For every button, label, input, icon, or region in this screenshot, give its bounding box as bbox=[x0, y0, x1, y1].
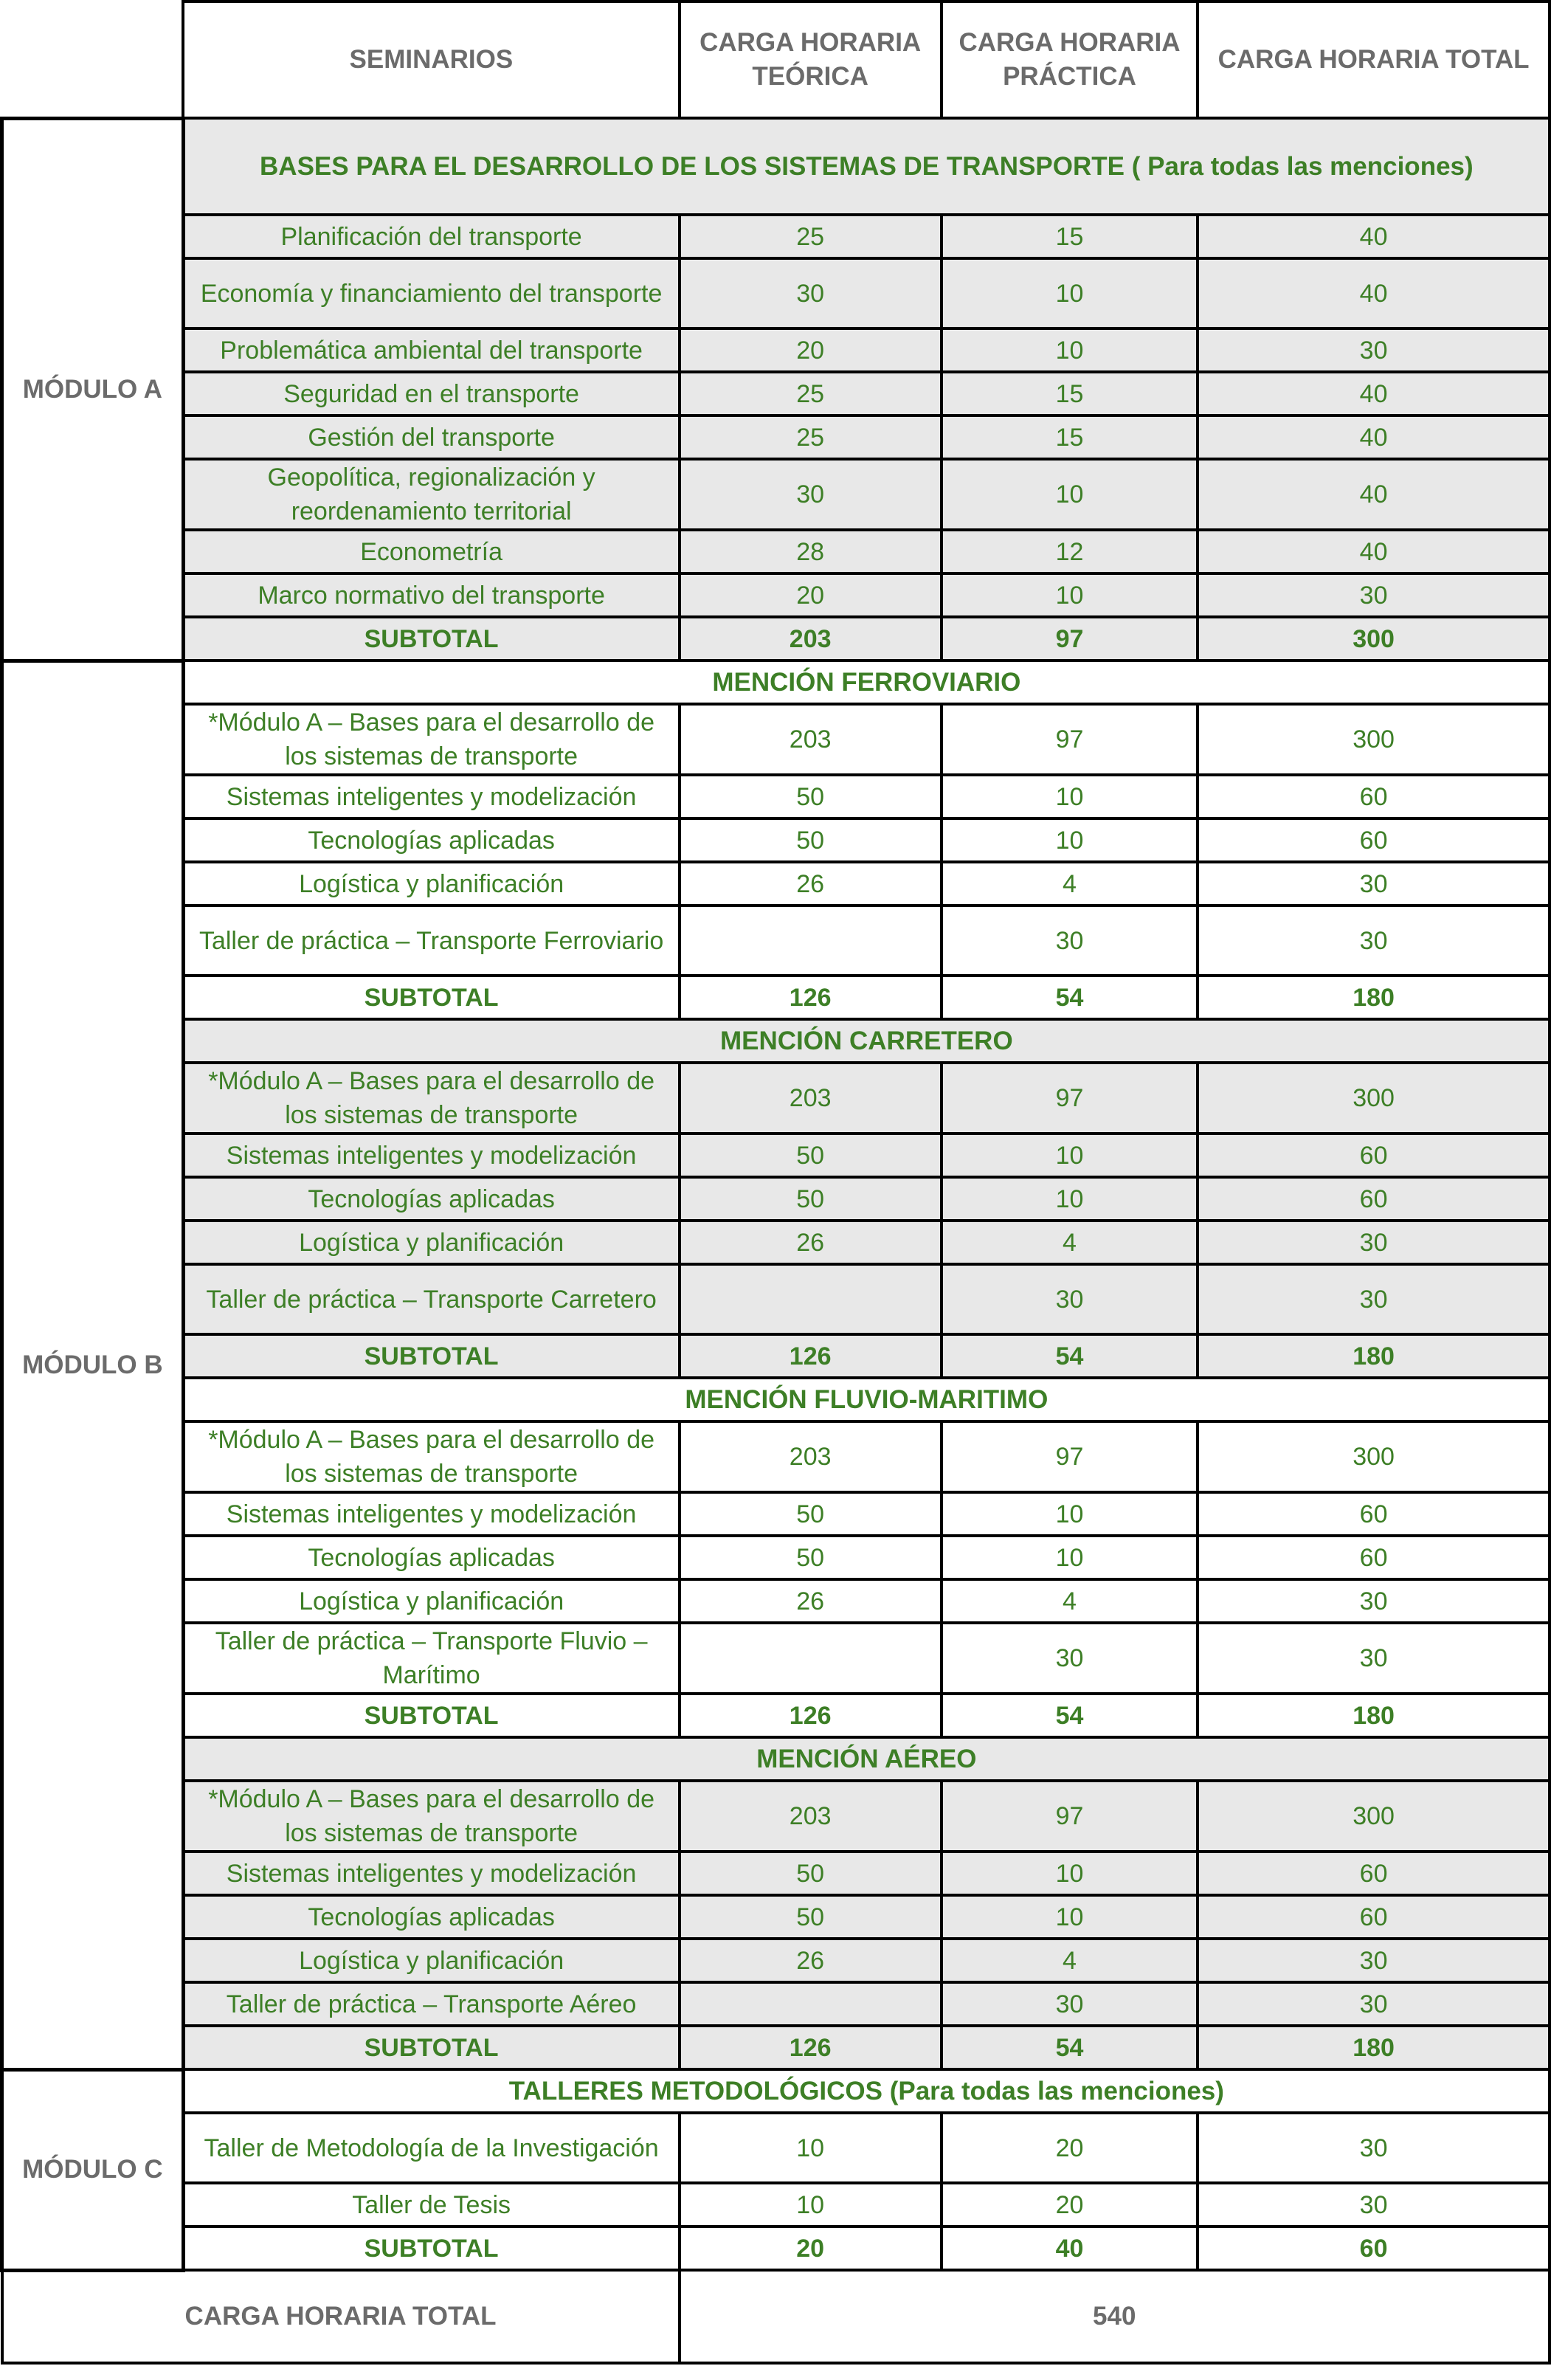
modulo-c-label: MÓDULO C bbox=[2, 2069, 184, 2270]
carga-total: 300 bbox=[1198, 1781, 1550, 1852]
carga-teorica: 203 bbox=[680, 704, 942, 775]
carga-teorica bbox=[680, 1982, 942, 2026]
carga-total: 60 bbox=[1198, 775, 1550, 818]
seminario-name: Taller de práctica – Transporte Ferroviario bbox=[183, 906, 679, 976]
carga-total: 40 bbox=[1198, 258, 1550, 328]
carga-practica: 30 bbox=[942, 906, 1198, 976]
table-row bbox=[2, 1421, 1550, 1492]
carga-total: 60 bbox=[1198, 1536, 1550, 1579]
header-row bbox=[2, 1, 1550, 118]
carga-teorica: 203 bbox=[680, 1781, 942, 1852]
carga-teorica: 28 bbox=[680, 530, 942, 573]
carga-practica: 20 bbox=[942, 2183, 1198, 2226]
carga-teorica: 25 bbox=[680, 415, 942, 459]
carga-total: 60 bbox=[1198, 818, 1550, 862]
carga-teorica: 50 bbox=[680, 1895, 942, 1939]
carga-practica: 4 bbox=[942, 862, 1198, 906]
carga-teorica: 26 bbox=[680, 1221, 942, 1264]
table-row bbox=[2, 1134, 1550, 1177]
seminario-name: Marco normativo del transporte bbox=[183, 573, 679, 617]
subtotal-row bbox=[2, 617, 1550, 660]
carga-practica: 30 bbox=[942, 1264, 1198, 1334]
table-row bbox=[2, 1895, 1550, 1939]
carga-practica: 40 bbox=[942, 2226, 1198, 2270]
seminario-name: Logística y planificación bbox=[183, 862, 679, 906]
carga-practica: 15 bbox=[942, 372, 1198, 415]
carga-total: 30 bbox=[1198, 1579, 1550, 1623]
carga-teorica: 203 bbox=[680, 1063, 942, 1134]
seminario-name: Sistemas inteligentes y modelización bbox=[183, 1492, 679, 1536]
corner-cell bbox=[2, 1, 184, 118]
carga-practica: 10 bbox=[942, 258, 1198, 328]
carga-teorica bbox=[680, 1264, 942, 1334]
table-row bbox=[2, 459, 1550, 530]
header-seminarios: SEMINARIOS bbox=[183, 1, 679, 118]
subtotal-row bbox=[2, 2226, 1550, 2270]
seminario-name: Seguridad en el transporte bbox=[183, 372, 679, 415]
carga-teorica: 30 bbox=[680, 459, 942, 530]
carga-total: 60 bbox=[1198, 1895, 1550, 1939]
carga-total: 40 bbox=[1198, 415, 1550, 459]
carga-teorica: 50 bbox=[680, 1536, 942, 1579]
carga-total: 300 bbox=[1198, 704, 1550, 775]
seminario-name: Sistemas inteligentes y modelización bbox=[183, 1134, 679, 1177]
carga-teorica bbox=[680, 1623, 942, 1694]
carga-teorica: 10 bbox=[680, 2183, 942, 2226]
table-row bbox=[2, 573, 1550, 617]
carga-teorica: 26 bbox=[680, 1939, 942, 1982]
carga-practica: 54 bbox=[942, 1694, 1198, 1737]
seminario-name: Logística y planificación bbox=[183, 1221, 679, 1264]
carga-practica: 10 bbox=[942, 1895, 1198, 1939]
carga-total: 30 bbox=[1198, 906, 1550, 976]
carga-teorica: 30 bbox=[680, 258, 942, 328]
carga-teorica: 203 bbox=[680, 1421, 942, 1492]
grand-total-label: CARGA HORARIA TOTAL bbox=[2, 2270, 680, 2363]
carga-teorica: 50 bbox=[680, 1852, 942, 1895]
table-row bbox=[2, 215, 1550, 258]
carga-practica: 97 bbox=[942, 617, 1198, 660]
seminario-name: *Módulo A – Bases para el desarrollo de los sistemas de transporte bbox=[183, 1781, 679, 1852]
carga-total: 180 bbox=[1198, 976, 1550, 1019]
table-row bbox=[2, 1536, 1550, 1579]
seminario-name: *Módulo A – Bases para el desarrollo de los sistemas de transporte bbox=[183, 1063, 679, 1134]
carga-total: 40 bbox=[1198, 459, 1550, 530]
carga-total: 300 bbox=[1198, 617, 1550, 660]
carga-total: 30 bbox=[1198, 328, 1550, 372]
carga-total: 30 bbox=[1198, 1939, 1550, 1982]
carga-teorica: 20 bbox=[680, 2226, 942, 2270]
subtotal-label: SUBTOTAL bbox=[183, 2026, 679, 2069]
carga-total: 60 bbox=[1198, 1852, 1550, 1895]
table-row bbox=[2, 530, 1550, 573]
carga-practica: 4 bbox=[942, 1939, 1198, 1982]
subtotal-label: SUBTOTAL bbox=[183, 1694, 679, 1737]
seminario-name: Tecnologías aplicadas bbox=[183, 1177, 679, 1221]
carga-total: 40 bbox=[1198, 215, 1550, 258]
table-row bbox=[2, 1063, 1550, 1134]
grand-total-row bbox=[2, 2270, 1550, 2363]
seminario-name: Taller de práctica – Transporte Fluvio – Marítimo bbox=[183, 1623, 679, 1694]
carga-total: 30 bbox=[1198, 2113, 1550, 2183]
carga-total: 30 bbox=[1198, 1221, 1550, 1264]
carga-total: 40 bbox=[1198, 530, 1550, 573]
seminario-name: *Módulo A – Bases para el desarrollo de los sistemas de transporte bbox=[183, 704, 679, 775]
subtotal-row bbox=[2, 2026, 1550, 2069]
table-row bbox=[2, 1781, 1550, 1852]
carga-teorica: 126 bbox=[680, 1694, 942, 1737]
table-row bbox=[2, 775, 1550, 818]
seminario-name: Economía y financiamiento del transporte bbox=[183, 258, 679, 328]
carga-teorica: 20 bbox=[680, 573, 942, 617]
carga-practica: 54 bbox=[942, 1334, 1198, 1378]
carga-teorica: 26 bbox=[680, 862, 942, 906]
seminario-name: Econometría bbox=[183, 530, 679, 573]
modulo-a-label: MÓDULO A bbox=[2, 118, 184, 660]
carga-teorica bbox=[680, 906, 942, 976]
table-row bbox=[2, 1221, 1550, 1264]
carga-practica: 10 bbox=[942, 573, 1198, 617]
carga-total: 30 bbox=[1198, 1982, 1550, 2026]
seminario-name: Taller de Metodología de la Investigación bbox=[183, 2113, 679, 2183]
carga-practica: 10 bbox=[942, 1492, 1198, 1536]
mencion-title: MENCIÓN FLUVIO-MARITIMO bbox=[183, 1378, 1550, 1421]
carga-practica: 10 bbox=[942, 818, 1198, 862]
carga-teorica: 50 bbox=[680, 1492, 942, 1536]
carga-practica: 12 bbox=[942, 530, 1198, 573]
mencion-title-row bbox=[2, 1378, 1550, 1421]
table-row bbox=[2, 862, 1550, 906]
carga-practica: 97 bbox=[942, 1063, 1198, 1134]
table-row bbox=[2, 328, 1550, 372]
carga-total: 60 bbox=[1198, 2226, 1550, 2270]
seminario-name: Sistemas inteligentes y modelización bbox=[183, 1852, 679, 1895]
carga-teorica: 50 bbox=[680, 818, 942, 862]
carga-total: 180 bbox=[1198, 1694, 1550, 1737]
carga-teorica: 20 bbox=[680, 328, 942, 372]
carga-practica: 10 bbox=[942, 328, 1198, 372]
seminario-name: Tecnologías aplicadas bbox=[183, 1536, 679, 1579]
subtotal-label: SUBTOTAL bbox=[183, 976, 679, 1019]
subtotal-row bbox=[2, 976, 1550, 1019]
carga-teorica: 25 bbox=[680, 215, 942, 258]
carga-teorica: 50 bbox=[680, 1134, 942, 1177]
table-row bbox=[2, 1982, 1550, 2026]
carga-teorica: 126 bbox=[680, 1334, 942, 1378]
carga-total: 300 bbox=[1198, 1421, 1550, 1492]
modulo-c-title-row bbox=[2, 2069, 1550, 2113]
subtotal-row bbox=[2, 1694, 1550, 1737]
header-practica: CARGA HORARIA PRÁCTICA bbox=[942, 1, 1198, 118]
modulo-a-title-row bbox=[2, 118, 1550, 215]
carga-practica: 54 bbox=[942, 976, 1198, 1019]
carga-total: 30 bbox=[1198, 1623, 1550, 1694]
carga-teorica: 50 bbox=[680, 775, 942, 818]
seminario-name: Tecnologías aplicadas bbox=[183, 1895, 679, 1939]
table-row bbox=[2, 818, 1550, 862]
carga-total: 60 bbox=[1198, 1492, 1550, 1536]
grand-total-value: 540 bbox=[680, 2270, 1550, 2363]
carga-practica: 30 bbox=[942, 1623, 1198, 1694]
table-row bbox=[2, 1492, 1550, 1536]
seminario-name: Gestión del transporte bbox=[183, 415, 679, 459]
carga-teorica: 50 bbox=[680, 1177, 942, 1221]
carga-total: 180 bbox=[1198, 2026, 1550, 2069]
carga-practica: 97 bbox=[942, 1421, 1198, 1492]
table-row bbox=[2, 2183, 1550, 2226]
curriculum-table-body bbox=[2, 1, 1550, 2363]
subtotal-label: SUBTOTAL bbox=[183, 2226, 679, 2270]
table-row bbox=[2, 372, 1550, 415]
seminario-name: *Módulo A – Bases para el desarrollo de los sistemas de transporte bbox=[183, 1421, 679, 1492]
carga-practica: 4 bbox=[942, 1579, 1198, 1623]
table-row bbox=[2, 1852, 1550, 1895]
carga-total: 30 bbox=[1198, 573, 1550, 617]
subtotal-label: SUBTOTAL bbox=[183, 617, 679, 660]
mencion-title: MENCIÓN AÉREO bbox=[183, 1737, 1550, 1781]
carga-total: 300 bbox=[1198, 1063, 1550, 1134]
table-row bbox=[2, 1939, 1550, 1982]
mencion-title-row bbox=[2, 1737, 1550, 1781]
carga-practica: 10 bbox=[942, 1536, 1198, 1579]
carga-total: 30 bbox=[1198, 862, 1550, 906]
carga-teorica: 126 bbox=[680, 2026, 942, 2069]
table-row bbox=[2, 1623, 1550, 1694]
carga-practica: 10 bbox=[942, 1134, 1198, 1177]
modulo-c-title: TALLERES METODOLÓGICOS (Para todas las menciones) bbox=[183, 2069, 1550, 2113]
mencion-title: MENCIÓN CARRETERO bbox=[183, 1019, 1550, 1063]
carga-total: 30 bbox=[1198, 2183, 1550, 2226]
carga-practica: 4 bbox=[942, 1221, 1198, 1264]
seminario-name: Logística y planificación bbox=[183, 1939, 679, 1982]
modulo-b-label: MÓDULO B bbox=[2, 660, 184, 2069]
seminario-name: Problemática ambiental del transporte bbox=[183, 328, 679, 372]
carga-teorica: 10 bbox=[680, 2113, 942, 2183]
carga-total: 60 bbox=[1198, 1134, 1550, 1177]
modulo-a-title: BASES PARA EL DESARROLLO DE LOS SISTEMAS DE TRANSPORTE ( Para todas las menciones) bbox=[183, 118, 1550, 215]
table-row bbox=[2, 415, 1550, 459]
carga-teorica: 25 bbox=[680, 372, 942, 415]
seminario-name: Sistemas inteligentes y modelización bbox=[183, 775, 679, 818]
carga-practica: 20 bbox=[942, 2113, 1198, 2183]
table-row bbox=[2, 258, 1550, 328]
seminario-name: Tecnologías aplicadas bbox=[183, 818, 679, 862]
carga-practica: 15 bbox=[942, 215, 1198, 258]
mencion-title: MENCIÓN FERROVIARIO bbox=[183, 660, 1550, 704]
carga-practica: 30 bbox=[942, 1982, 1198, 2026]
carga-practica: 10 bbox=[942, 459, 1198, 530]
carga-teorica: 126 bbox=[680, 976, 942, 1019]
table-row bbox=[2, 1264, 1550, 1334]
carga-practica: 54 bbox=[942, 2026, 1198, 2069]
mencion-title-row bbox=[2, 660, 1550, 704]
carga-practica: 10 bbox=[942, 1177, 1198, 1221]
seminario-name: Taller de práctica – Transporte Carretero bbox=[183, 1264, 679, 1334]
carga-total: 180 bbox=[1198, 1334, 1550, 1378]
seminario-name: Taller de Tesis bbox=[183, 2183, 679, 2226]
carga-total: 30 bbox=[1198, 1264, 1550, 1334]
table-row bbox=[2, 906, 1550, 976]
carga-practica: 97 bbox=[942, 704, 1198, 775]
header-teorica: CARGA HORARIA TEÓRICA bbox=[680, 1, 942, 118]
mencion-title-row bbox=[2, 1019, 1550, 1063]
subtotal-label: SUBTOTAL bbox=[183, 1334, 679, 1378]
seminario-name: Taller de práctica – Transporte Aéreo bbox=[183, 1982, 679, 2026]
table-row bbox=[2, 1579, 1550, 1623]
carga-practica: 10 bbox=[942, 775, 1198, 818]
seminario-name: Logística y planificación bbox=[183, 1579, 679, 1623]
subtotal-row bbox=[2, 1334, 1550, 1378]
table-row bbox=[2, 1177, 1550, 1221]
header-total: CARGA HORARIA TOTAL bbox=[1198, 1, 1550, 118]
table-row bbox=[2, 704, 1550, 775]
seminario-name: Planificación del transporte bbox=[183, 215, 679, 258]
carga-practica: 15 bbox=[942, 415, 1198, 459]
carga-total: 40 bbox=[1198, 372, 1550, 415]
seminario-name: Geopolítica, regionalización y reordenamiento territorial bbox=[183, 459, 679, 530]
carga-practica: 97 bbox=[942, 1781, 1198, 1852]
carga-teorica: 203 bbox=[680, 617, 942, 660]
table-row bbox=[2, 2113, 1550, 2183]
carga-total: 60 bbox=[1198, 1177, 1550, 1221]
carga-practica: 10 bbox=[942, 1852, 1198, 1895]
carga-teorica: 26 bbox=[680, 1579, 942, 1623]
